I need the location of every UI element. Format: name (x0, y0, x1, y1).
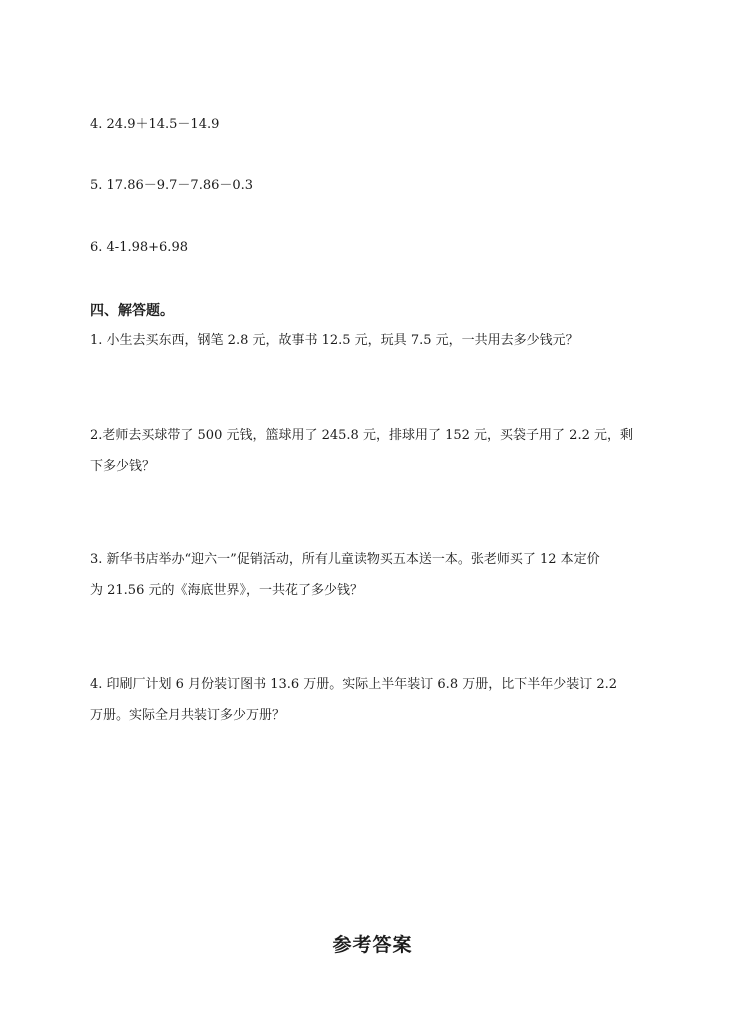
problem-2-line-1: 2.老师去买球带了 500 元钱，篮球用了 245.8 元，排球用了 152 元，买袋子用了 2.2 元，剩 (90, 428, 633, 443)
problem-4-line-2: 万册。实际全月共装订多少万册？ (90, 708, 286, 723)
calc-item-6: 6. 4-1.98+6.98 (90, 240, 188, 255)
calc-item-5: 5. 17.86－9.7－7.86－0.3 (90, 178, 254, 193)
answer-key-title: 参考答案 (332, 934, 413, 956)
problem-2-line-2: 下多少钱？ (90, 459, 156, 474)
problem-1-line-1: 1. 小生去买东西，钢笔 2.8 元，故事书 12.5 元，玩具 7.5 元，一共用去多少钱元？ (90, 333, 579, 348)
problem-4-line-1: 4. 印刷厂计划 6 月份装订图书 13.6 万册。实际上半年装订 6.8 万册，比下半年少装订 2.2 (90, 677, 618, 692)
section-heading-word-problems: 四、解答题。 (90, 303, 174, 319)
problem-3-line-2: 为 21.56 元的《海底世界》，一共花了多少钱？ (90, 583, 363, 598)
problem-3-line-1: 3. 新华书店举办“迎六一”促销活动，所有儿童读物买五本送一本。张老师买了 12 本定价 (90, 552, 600, 567)
calc-item-4: 4. 24.9＋14.5－14.9 (90, 117, 220, 132)
